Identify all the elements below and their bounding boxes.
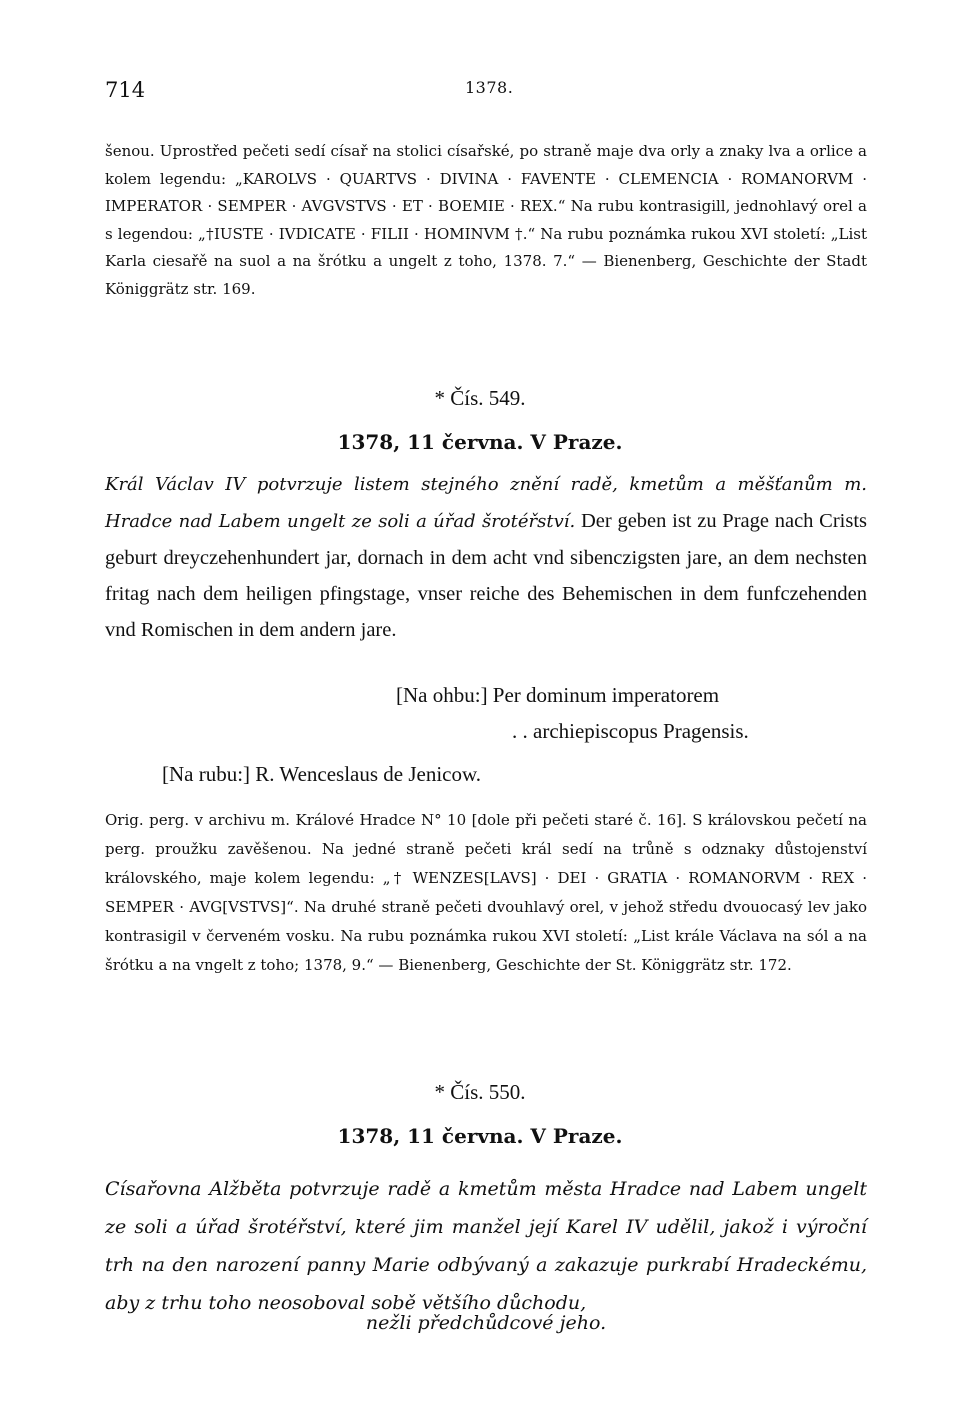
running-year: 1378. [465, 78, 514, 97]
entry-549-source-note: Orig. perg. v archivu m. Králové Hradce N° 10 [dole při pečeti staré č. 16]. S královskou pečetí na perg. proužku zavěšenou. Na jedné straně pečeti král sedí na trůně s odznaky důstojenství královského, maje kolem legendu: „† WENZES[LAVS] · DEI · GRATIA · ROMANORVM · REX · SEMPER · AVG[VSTVS]“. Na druhé straně pečeti dvouhlavý orel, v jehož středu dvouocasý lev jako kontrasigil v červeném vosku. Na rubu poznámka rukou XVI století: „List krále Václava na sól a na šrótku a na vngelt z toho; 1378, 9.“ — Bienenberg, Geschichte der St. Königgrätz str. 172. [105, 811, 867, 974]
entry-549-number: * Čís. 549. [434, 386, 526, 410]
entry-550-summary: Císařovna Alžběta potvrzuje radě a kmetům města Hradce nad Labem ungelt ze soli a úřad šrotéřství, které jim manžel její Karel IV udělil, jakož i výroční trh na den narození panny Marie odbývaný a zakazuje purkrabí Hradeckému, aby z trhu toho neosoboval sobě většího důchodu, [105, 1178, 867, 1314]
entry-550-date: 1378, 11 června. V Praze. [337, 1124, 623, 1148]
entry-549-body [105, 466, 867, 648]
page-header [105, 78, 865, 110]
entry-550-summary-last-line: nežli předchůdcové jeho. [365, 1312, 607, 1334]
entry-549-summary: Král Václav IV potvrzuje listem stejného znění radě, kmetům a měšťanům m. Hradce nad Labem ungelt ze soli a úřad šrotéřství. [105, 474, 867, 532]
entry-549-date: 1378, 11 června. V Praze. [337, 430, 623, 454]
entry-549-verso-note: [Na rubu:] R. Wenceslaus de Jenicow. [162, 762, 482, 786]
entry-549-text: Der geben ist zu Prage nach Crists geburt dreyczehenhundert jar, dornach in dem acht vnd sibenczigsten jare, an dem nechsten fritag nach dem heiligen pfingstage, vnser reiche des Behemischen in dem funfczehenden vnd Romischen in dem andern jare. [105, 510, 867, 641]
entry-549-endorsement-line-2: . . archiepiscopus Pragensis. [512, 719, 749, 743]
previous-entry-description: šenou. Uprostřed pečeti sedí císař na stolici císařské, po straně maje dva orly a znaky lva a orlice a kolem legendu: „KAROLVS · QUARTVS · DIVINA · FAVENTE · CLEMENCIA · ROMANORVM · IMPERATOR · SEMPER · AVGVSTVS · ET · BOEMIE · REX.“ Na rubu kontrasigill, jednohlavý orel a s legendou: „†IUSTE · IVDICATE · FILII · HOMINVM †.“ Na rubu poznámka rukou XVI století: „List Karla ciesařě na suol a na šrótku a ungelt z toho, 1378. 7.“ — Bienenberg, Geschichte der Stadt Königgrätz str. 169. [105, 142, 867, 298]
page-number: 714 [105, 78, 146, 102]
entry-549-endorsement-line-1: [Na ohbu:] Per dominum imperatorem [396, 683, 720, 707]
entry-550-number: * Čís. 550. [434, 1080, 526, 1104]
